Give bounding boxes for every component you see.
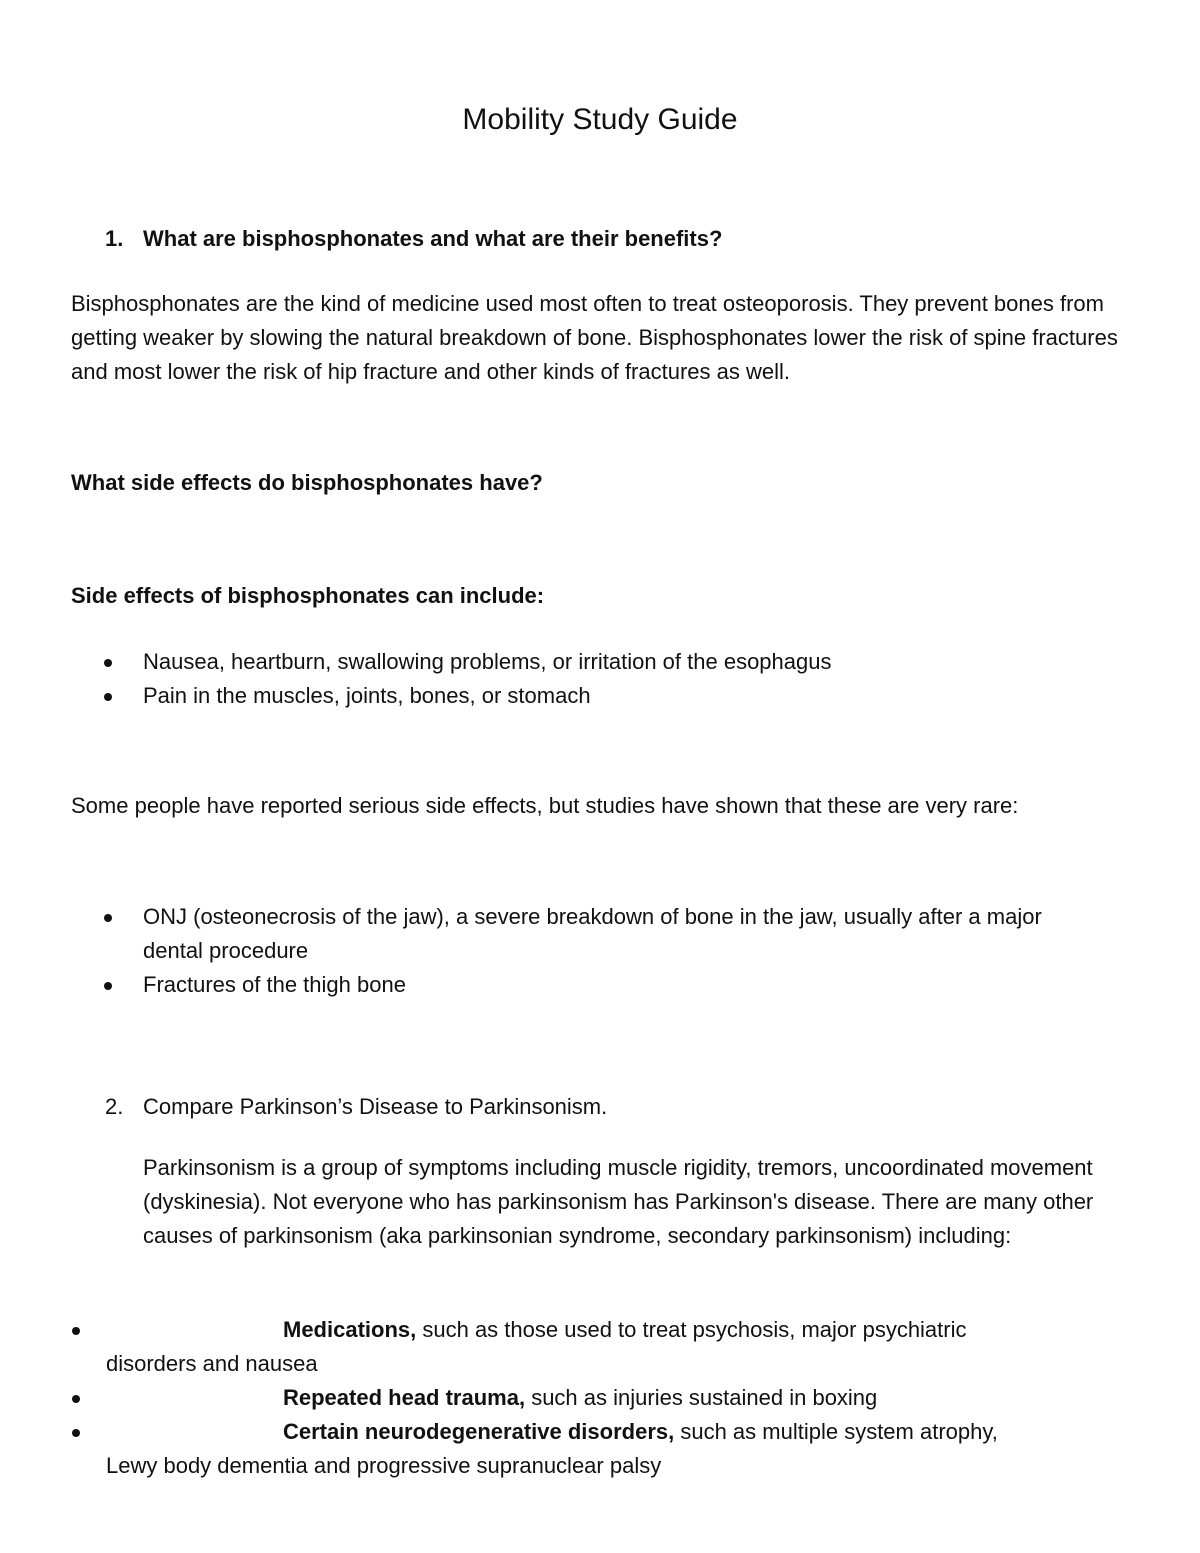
bullet-icon xyxy=(104,659,112,667)
list-item: Pain in the muscles, joints, bones, or stomach xyxy=(0,679,1103,713)
bullet-icon xyxy=(72,1395,80,1403)
serious-effects-intro: Some people have reported serious side effects, but studies have shown that these are very rare: xyxy=(71,793,1019,818)
q2-question: Compare Parkinson’s Disease to Parkinsonism. xyxy=(143,1094,608,1119)
list-item: Medications, such as those used to treat psychosis, major psychiatric disorders and nausea xyxy=(0,1313,1083,1381)
bullet-icon xyxy=(104,693,112,701)
list-item: Repeated head trauma, such as injuries sustained in boxing xyxy=(0,1381,1083,1415)
list-item: Fractures of the thigh bone xyxy=(0,968,1103,1002)
q2-answer: Parkinsonism is a group of symptoms including muscle rigidity, tremors, uncoordinated movement (dyskinesia). Not everyone who has parkinsonism has Parkinson's disease. There are many other causes of parkinsonism (aka parkinsonian syndrome, secondary parkinsonism) including: xyxy=(143,1155,1094,1248)
serious-effects-list xyxy=(0,900,1200,1002)
list-item: Nausea, heartburn, swallowing problems, or irritation of the esophagus xyxy=(0,645,1103,679)
list-item: ONJ (osteonecrosis of the jaw), a severe breakdown of bone in the jaw, usually after a major dental procedure xyxy=(0,900,1103,968)
document-title: Mobility Study Guide xyxy=(462,103,738,136)
q2-number: 2. xyxy=(105,1094,124,1119)
side-effects-heading: Side effects of bisphosphonates can include: xyxy=(71,583,545,608)
bullet-icon xyxy=(72,1327,80,1335)
bullet-icon xyxy=(72,1429,80,1437)
q1-answer: Bisphosphonates are the kind of medicine used most often to treat osteoporosis. They prevent bones from getting weaker by slowing the natural breakdown of bone. Bisphosphonates lower the risk of spine fractures and most lower the risk of hip fracture and other kinds of fractures as well. xyxy=(71,291,1118,384)
side-effects-list xyxy=(0,645,1200,713)
q1-number: 1. xyxy=(105,226,124,251)
bullet-icon xyxy=(104,914,112,922)
side-effects-question: What side effects do bisphosphonates have? xyxy=(71,470,543,495)
parkinsonism-causes-list xyxy=(0,1313,1200,1483)
q1-question: What are bisphosphonates and what are their benefits? xyxy=(143,226,723,251)
bullet-icon xyxy=(104,982,112,990)
list-item: Certain neurodegenerative disorders, such as multiple system atrophy, Lewy body dementia and progressive supranuclear palsy xyxy=(0,1415,1083,1483)
